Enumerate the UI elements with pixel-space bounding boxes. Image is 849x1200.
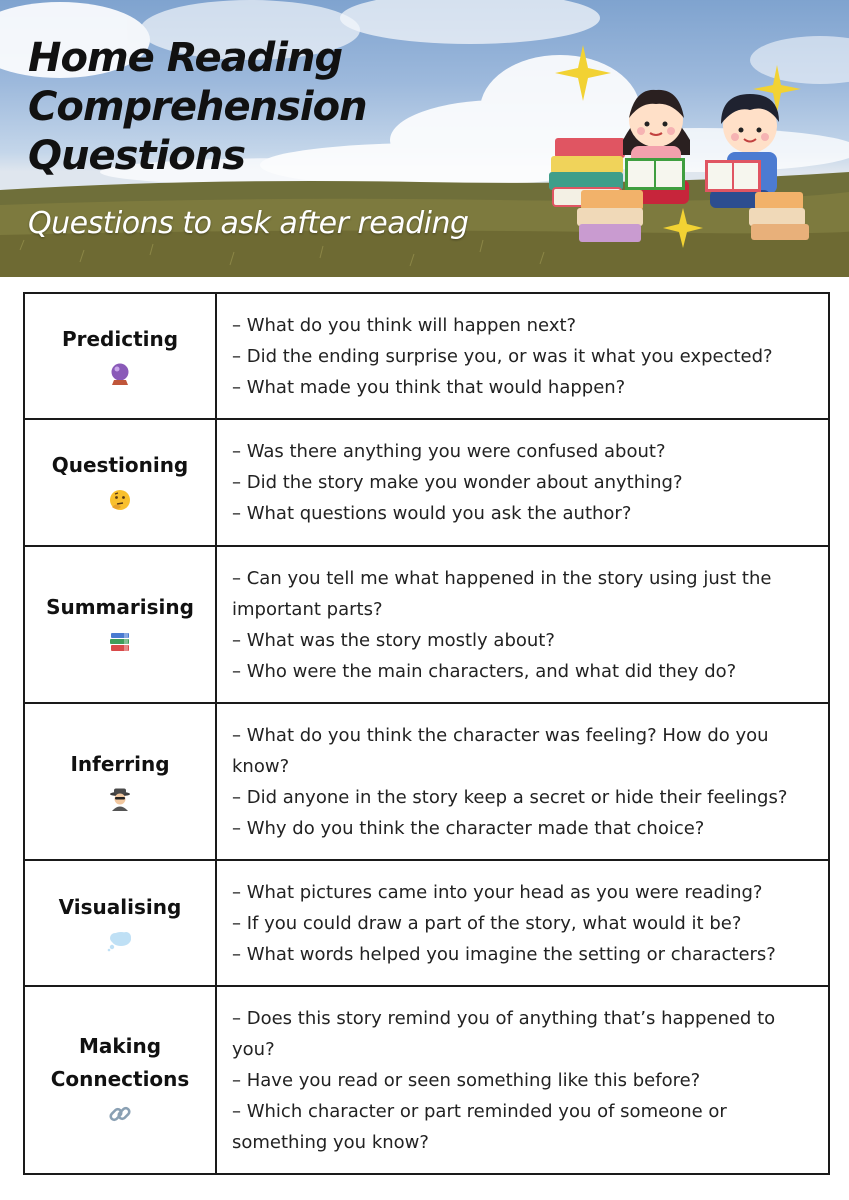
question-text: – Have you read or seen something like this before? [232,1069,701,1091]
question-text: – What do you think will happen next? [232,314,577,336]
strategy-cell [24,293,216,419]
thinking-face-icon [108,488,132,516]
question-text: – What was the story mostly about? [232,629,555,651]
strategy-name: Predicting [61,326,179,351]
strategy-name: Making Connections [50,1034,190,1091]
strategy-name: Inferring [70,752,170,776]
strategy-cell [24,986,216,1174]
table-row [24,986,829,1174]
questions-cell [216,546,829,703]
questions-cell [216,860,829,986]
question-text: – Did the ending surprise you, or was it what you expected? [232,345,773,367]
link-icon [108,1102,132,1130]
title-line: Questions [28,133,246,179]
table-row [24,703,829,860]
crystal-ball-icon [109,362,131,390]
children-reading-books-icon [545,40,815,255]
page-subtitle: Questions to ask after reading [28,206,469,241]
books-icon [108,630,132,658]
question-text: – Who were the main characters, and what did they do? [232,660,737,682]
question-text: – What questions would you ask the author? [232,503,632,524]
title-line: Comprehension [28,84,367,130]
question-text: – Why do you think the character made that choice? [232,817,705,839]
table-row [24,546,829,703]
questions-cell [216,703,829,860]
question-text: – What made you think that would happen? [232,376,626,398]
question-text: – If you could draw a part of the story, what would it be? [232,912,742,934]
question-text: – Did anyone in the story keep a secret or hide their feelings? [232,786,788,808]
thought-balloon-icon [107,930,133,956]
strategy-cell [24,703,216,860]
strategy-name: Visualising [58,894,182,919]
questions-cell [216,419,829,546]
question-text: – What pictures came into your head as you were reading? [232,881,763,903]
question-text: – What words helped you imagine the setting or characters? [232,943,776,965]
question-text: – Does this story remind you of anything that’s happened to you? [232,1007,776,1060]
strategy-cell [24,860,216,986]
strategy-name: Summarising [46,595,194,619]
strategy-name: Questioning [51,453,189,477]
table-row [24,419,829,546]
questions-cell [216,986,829,1174]
table-row [24,293,829,419]
strategy-cell [24,419,216,546]
page-title [28,34,367,181]
strategy-cell [24,546,216,703]
question-text: – Which character or part reminded you of someone or something you know? [232,1100,727,1153]
question-text: – Did the story make you wonder about anything? [232,472,683,493]
table-row [24,860,829,986]
question-text: – Can you tell me what happened in the story using just the important parts? [232,567,772,620]
question-text: – What do you think the character was feeling? How do you know? [232,724,769,777]
title-line: Home Reading [28,35,343,81]
header-banner [0,0,849,277]
questions-cell [216,293,829,419]
detective-icon [108,787,132,815]
comprehension-questions-table [23,292,830,1175]
question-text: – Was there anything you were confused about? [232,441,666,462]
